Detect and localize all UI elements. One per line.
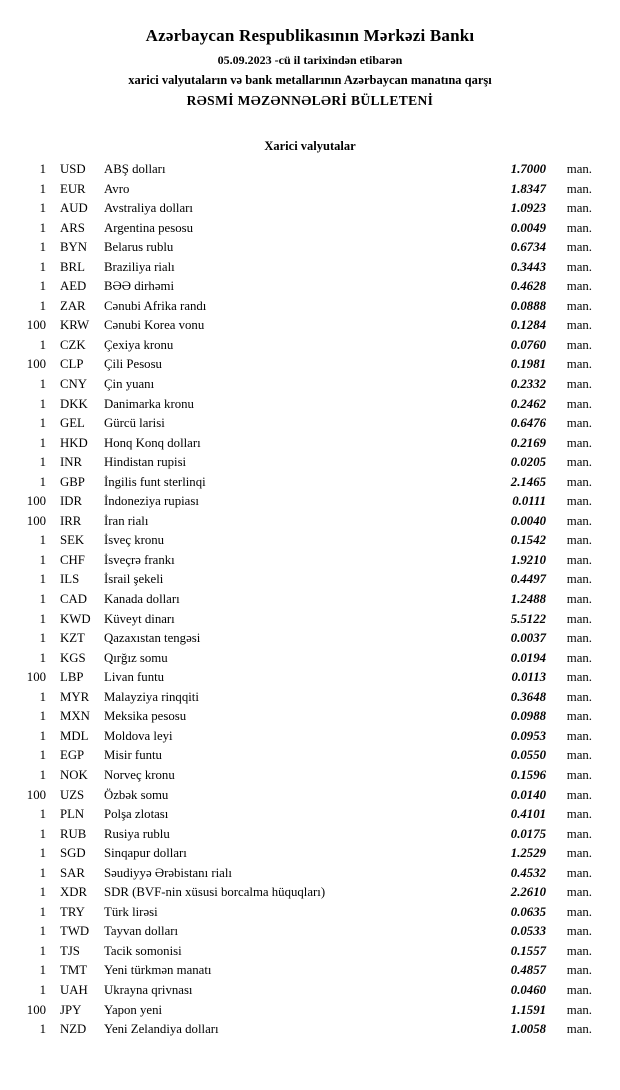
currency-code: EUR — [60, 181, 86, 196]
table-row — [16, 707, 592, 727]
currency-quantity: 1 — [39, 748, 46, 763]
currency-unit: man. — [566, 259, 592, 274]
currency-code: TJS — [60, 943, 80, 958]
document-header — [0, 26, 620, 109]
section-title-foreign-currencies: Xarici valyutalar — [264, 139, 356, 153]
currency-name: Cənubi Korea vonu — [104, 318, 205, 333]
currency-name: İndoneziya rupiası — [104, 494, 199, 509]
currency-rate: 0.4857 — [510, 963, 546, 978]
currency-unit: man. — [566, 611, 592, 626]
currency-rate: 0.6734 — [510, 240, 546, 255]
currency-rate: 0.0049 — [510, 220, 546, 235]
currency-quantity: 1 — [39, 416, 46, 431]
currency-unit: man. — [566, 826, 592, 841]
currency-name: Yeni Zelandiya dolları — [104, 1022, 219, 1037]
currency-name: Küveyt dinarı — [104, 611, 175, 626]
currency-quantity: 1 — [39, 826, 46, 841]
currency-name: Gürcü larisi — [104, 416, 165, 431]
currency-quantity: 1 — [39, 807, 46, 822]
currency-name: İsveç kronu — [104, 533, 165, 548]
currency-rate: 0.0113 — [511, 670, 546, 685]
currency-rate: 0.0175 — [510, 826, 546, 841]
currency-unit: man. — [566, 943, 592, 958]
currency-unit: man. — [566, 396, 592, 411]
currency-unit: man. — [566, 337, 592, 352]
currency-code: SGD — [60, 846, 86, 861]
currency-code: SAR — [60, 865, 85, 880]
currency-quantity: 1 — [39, 396, 46, 411]
currency-name: Misir funtu — [104, 748, 162, 763]
currency-unit: man. — [566, 181, 592, 196]
currency-name: Avro — [104, 181, 130, 196]
currency-code: CNY — [60, 377, 88, 392]
currency-rate: 0.0140 — [510, 787, 546, 802]
currency-rate: 0.0760 — [510, 337, 546, 352]
currency-quantity: 1 — [39, 943, 46, 958]
table-row — [16, 746, 592, 766]
currency-unit: man. — [566, 865, 592, 880]
currency-quantity: 1 — [39, 474, 46, 489]
currency-unit: man. — [566, 807, 592, 822]
currency-quantity: 100 — [26, 787, 46, 802]
currency-quantity: 1 — [39, 924, 46, 939]
currency-code: TWD — [60, 924, 90, 939]
currency-name: İsveçrə frankı — [104, 552, 175, 567]
currency-unit: man. — [566, 552, 592, 567]
table-row — [16, 961, 592, 981]
currency-unit: man. — [566, 631, 592, 646]
currency-quantity: 1 — [39, 552, 46, 567]
table-row — [16, 492, 592, 512]
table-row — [16, 883, 592, 903]
table-row — [16, 238, 592, 258]
table-row — [16, 375, 592, 395]
currency-rate: 0.2462 — [510, 396, 546, 411]
currency-name: İngilis funt sterlinqi — [104, 474, 206, 489]
currency-name: İsrail şekeli — [104, 572, 164, 587]
currency-code: GEL — [60, 416, 85, 431]
currency-name: Ukrayna qrivnası — [104, 982, 193, 997]
currency-name: Argentina pesosu — [104, 220, 193, 235]
currency-rate: 0.1557 — [510, 943, 546, 958]
currency-rate: 0.4628 — [510, 279, 546, 294]
currency-rate: 0.2332 — [510, 377, 546, 392]
currency-name: Hindistan rupisi — [104, 455, 187, 470]
table-row — [16, 297, 592, 317]
currency-unit: man. — [566, 240, 592, 255]
currency-rate: 0.1981 — [510, 357, 546, 372]
currency-unit: man. — [566, 318, 592, 333]
currency-name: Yeni türkmən manatı — [104, 963, 212, 978]
table-row — [16, 414, 592, 434]
currency-code: TMT — [60, 963, 88, 978]
currency-name: Tacik somonisi — [104, 943, 182, 958]
currency-unit: man. — [566, 904, 592, 919]
currency-unit: man. — [566, 357, 592, 372]
currency-name: Cənubi Afrika randı — [104, 298, 207, 313]
currency-quantity: 1 — [39, 885, 46, 900]
currency-rate: 0.0988 — [510, 709, 546, 724]
table-row — [16, 864, 592, 884]
currency-quantity: 1 — [39, 650, 46, 665]
currency-unit: man. — [566, 162, 592, 176]
table-row — [16, 434, 592, 454]
currency-rate: 0.0635 — [510, 904, 546, 919]
currency-unit: man. — [566, 982, 592, 997]
table-row — [16, 180, 592, 200]
currency-quantity: 1 — [39, 337, 46, 352]
currency-code: AED — [60, 279, 87, 294]
currency-quantity: 1 — [39, 904, 46, 919]
currency-name: Qazaxıstan tengəsi — [104, 631, 201, 646]
table-row — [16, 825, 592, 845]
currency-code: MDL — [60, 728, 89, 743]
currency-rate: 0.1284 — [510, 318, 546, 333]
document-subtitle: xarici valyutaların və bank metallarının Azərbaycan manatına qarşı — [128, 73, 492, 87]
table-row — [16, 258, 592, 278]
currency-rate: 0.4497 — [510, 572, 546, 587]
currency-name: SDR (BVF-nin xüsusi borcalma hüquqları) — [104, 885, 326, 900]
currency-code: UZS — [60, 787, 85, 802]
currency-unit: man. — [566, 474, 592, 489]
table-row — [16, 1020, 592, 1040]
currency-quantity: 1 — [39, 298, 46, 313]
currency-rate: 0.0040 — [510, 513, 546, 528]
currency-code: ILS — [60, 572, 80, 587]
currency-code: DKK — [60, 396, 88, 411]
currency-quantity: 1 — [39, 455, 46, 470]
currency-code: RUB — [60, 826, 87, 841]
currency-name: Səudiyyə Ərəbistanı rialı — [104, 865, 232, 880]
currency-code: ARS — [60, 220, 85, 235]
currency-code: KRW — [60, 318, 90, 333]
currency-unit: man. — [566, 670, 592, 685]
currency-code: CAD — [60, 592, 88, 607]
table-row — [16, 219, 592, 239]
table-row — [16, 1001, 592, 1021]
currency-code: KWD — [60, 611, 91, 626]
currency-unit: man. — [566, 689, 592, 704]
currency-quantity: 1 — [39, 533, 46, 548]
table-row — [16, 336, 592, 356]
currency-code: IRR — [60, 513, 82, 528]
currency-unit: man. — [566, 435, 592, 450]
currency-rate: 1.0923 — [510, 201, 546, 216]
currency-rate: 0.1542 — [510, 533, 546, 548]
currency-code: HKD — [60, 435, 88, 450]
currency-rate: 0.0953 — [510, 728, 546, 743]
currency-name: Malayziya rinqqiti — [104, 689, 199, 704]
table-row — [16, 512, 592, 532]
table-row — [16, 844, 592, 864]
currency-code: MYR — [60, 689, 90, 704]
currency-quantity: 100 — [26, 318, 46, 333]
currency-quantity: 1 — [39, 728, 46, 743]
currency-unit: man. — [566, 513, 592, 528]
currency-name: Norveç kronu — [104, 767, 175, 782]
currency-name: Qırğız somu — [104, 650, 168, 665]
currency-quantity: 100 — [26, 1002, 46, 1017]
currency-unit: man. — [566, 846, 592, 861]
table-row — [16, 551, 592, 571]
currency-unit: man. — [566, 748, 592, 763]
currency-rate: 0.0550 — [510, 748, 546, 763]
currency-unit: man. — [566, 416, 592, 431]
currency-code: CHF — [60, 552, 85, 567]
currency-quantity: 1 — [39, 865, 46, 880]
currency-quantity: 100 — [26, 357, 46, 372]
currency-rate: 1.7000 — [510, 162, 546, 176]
table-row — [16, 277, 592, 297]
currency-unit: man. — [566, 572, 592, 587]
currency-unit: man. — [566, 298, 592, 313]
currency-rate: 1.1591 — [510, 1002, 546, 1017]
currency-name: Çin yuanı — [104, 377, 155, 392]
currency-rate: 0.0205 — [510, 455, 546, 470]
currency-code: LBP — [60, 670, 84, 685]
currency-quantity: 1 — [39, 259, 46, 274]
currency-code: EGP — [60, 748, 85, 763]
currency-name: Braziliya rialı — [104, 259, 175, 274]
currency-rate: 2.1465 — [510, 474, 546, 489]
currency-quantity: 1 — [39, 846, 46, 861]
currency-unit: man. — [566, 924, 592, 939]
currency-rate: 0.4101 — [510, 807, 546, 822]
currency-rate: 0.0037 — [510, 631, 546, 646]
currency-code: NZD — [60, 1022, 87, 1037]
currency-name: Meksika pesosu — [104, 709, 187, 724]
table-row — [16, 395, 592, 415]
currency-code: CZK — [60, 337, 86, 352]
currency-name: Yapon yeni — [104, 1002, 163, 1017]
currency-rate: 0.0888 — [510, 298, 546, 313]
currency-quantity: 1 — [39, 181, 46, 196]
currency-name: Honq Konq dolları — [104, 435, 201, 450]
currency-quantity: 1 — [39, 435, 46, 450]
currency-unit: man. — [566, 494, 592, 509]
currency-quantity: 1 — [39, 162, 46, 176]
currency-quantity: 100 — [26, 513, 46, 528]
currency-unit: man. — [566, 533, 592, 548]
currency-name: İran rialı — [104, 513, 149, 528]
currency-name: Polşa zlotası — [104, 807, 169, 822]
currency-rate: 0.3648 — [510, 689, 546, 704]
currency-rate: 1.0058 — [510, 1022, 546, 1037]
currency-name: BƏƏ dirhəmi — [104, 279, 175, 294]
currency-quantity: 1 — [39, 631, 46, 646]
currency-unit: man. — [566, 885, 592, 900]
currency-quantity: 1 — [39, 767, 46, 782]
table-row — [16, 316, 592, 336]
currency-name: Çili Pesosu — [104, 357, 162, 372]
currency-quantity: 1 — [39, 709, 46, 724]
table-row — [16, 199, 592, 219]
currency-name: Belarus rublu — [104, 240, 174, 255]
currency-unit: man. — [566, 709, 592, 724]
currency-code: AUD — [60, 201, 88, 216]
table-row — [16, 922, 592, 942]
currency-code: GBP — [60, 474, 85, 489]
table-row — [16, 903, 592, 923]
currency-code: INR — [60, 455, 83, 470]
currency-unit: man. — [566, 650, 592, 665]
currency-unit: man. — [566, 201, 592, 216]
currency-code: BYN — [60, 240, 88, 255]
currency-code: UAH — [60, 982, 88, 997]
currency-name: Sinqapur dolları — [104, 846, 187, 861]
currency-rate: 0.1596 — [510, 767, 546, 782]
table-row — [16, 610, 592, 630]
currency-unit: man. — [566, 728, 592, 743]
currency-quantity: 1 — [39, 377, 46, 392]
table-row — [16, 805, 592, 825]
currency-rate: 1.2529 — [510, 846, 546, 861]
currency-unit: man. — [566, 279, 592, 294]
currency-unit: man. — [566, 220, 592, 235]
table-row — [16, 473, 592, 493]
currency-code: TRY — [60, 904, 85, 919]
table-row — [16, 160, 592, 180]
table-row — [16, 570, 592, 590]
currency-quantity: 1 — [39, 982, 46, 997]
currency-quantity: 100 — [26, 670, 46, 685]
currency-quantity: 1 — [39, 240, 46, 255]
currency-quantity: 1 — [39, 220, 46, 235]
currency-unit: man. — [566, 455, 592, 470]
currency-code: ZAR — [60, 298, 86, 313]
currency-name: Danimarka kronu — [104, 396, 194, 411]
table-row — [16, 727, 592, 747]
currency-name: Kanada dolları — [104, 592, 180, 607]
currency-quantity: 1 — [39, 963, 46, 978]
currency-rate: 0.4532 — [510, 865, 546, 880]
currency-code: JPY — [60, 1002, 82, 1017]
currency-code: KGS — [60, 650, 86, 665]
table-row — [16, 531, 592, 551]
currency-unit: man. — [566, 787, 592, 802]
currency-rate: 1.2488 — [510, 592, 546, 607]
currency-name: Özbək somu — [104, 787, 169, 802]
currency-quantity: 1 — [39, 689, 46, 704]
currency-quantity: 1 — [39, 279, 46, 294]
currency-code: KZT — [60, 631, 85, 646]
currency-name: Avstraliya dolları — [104, 201, 193, 216]
bank-title: Azərbaycan Respublikasının Mərkəzi Bankı — [145, 26, 475, 45]
currency-quantity: 1 — [39, 201, 46, 216]
table-row — [16, 688, 592, 708]
currency-unit: man. — [566, 1002, 592, 1017]
currency-unit: man. — [566, 592, 592, 607]
currency-name: Livan funtu — [104, 670, 165, 685]
currency-rate: 0.3443 — [510, 259, 546, 274]
currency-code: NOK — [60, 767, 88, 782]
currency-code: SEK — [60, 533, 85, 548]
table-row — [16, 942, 592, 962]
currency-rate: 0.2169 — [510, 435, 546, 450]
currency-unit: man. — [566, 767, 592, 782]
effective-date-line: 05.09.2023 -cü il tarixindən etibarən — [217, 53, 403, 67]
currency-rate: 1.8347 — [510, 181, 546, 196]
currency-unit: man. — [566, 377, 592, 392]
currency-quantity: 1 — [39, 592, 46, 607]
rates-table — [0, 160, 620, 1040]
currency-code: CLP — [60, 357, 84, 372]
table-row — [16, 981, 592, 1001]
currency-code: PLN — [60, 807, 85, 822]
currency-code: MXN — [60, 709, 90, 724]
currency-name: Rusiya rublu — [104, 826, 170, 841]
currency-rate: 5.5122 — [510, 611, 546, 626]
currency-rate: 1.9210 — [510, 552, 546, 567]
table-row — [16, 668, 592, 688]
currency-rate: 0.0460 — [510, 982, 546, 997]
currency-code: BRL — [60, 259, 85, 274]
currency-name: Tayvan dolları — [104, 924, 179, 939]
table-row — [16, 766, 592, 786]
table-row — [16, 649, 592, 669]
currency-unit: man. — [566, 1022, 592, 1037]
currency-quantity: 1 — [39, 1022, 46, 1037]
currency-quantity: 1 — [39, 611, 46, 626]
currency-rate: 0.6476 — [510, 416, 546, 431]
table-row — [16, 355, 592, 375]
currency-quantity: 1 — [39, 572, 46, 587]
currency-code: USD — [60, 162, 86, 176]
table-row — [16, 590, 592, 610]
table-row — [16, 786, 592, 806]
currency-quantity: 100 — [26, 494, 46, 509]
table-row — [16, 453, 592, 473]
currency-name: Moldova leyi — [104, 728, 173, 743]
currency-code: IDR — [60, 494, 83, 509]
currency-rate: 0.0194 — [510, 650, 546, 665]
currency-name: ABŞ dolları — [104, 162, 166, 176]
currency-unit: man. — [566, 963, 592, 978]
currency-name: Çexiya kronu — [104, 337, 174, 352]
bulletin-title: RƏSMİ MƏZƏNNƏLƏRİ BÜLLETENİ — [186, 93, 434, 108]
currency-rate: 0.0533 — [510, 924, 546, 939]
currency-rate: 2.2610 — [510, 885, 546, 900]
currency-code: XDR — [60, 885, 88, 900]
table-row — [16, 629, 592, 649]
currency-rate: 0.0111 — [512, 494, 546, 509]
currency-name: Türk lirəsi — [104, 904, 158, 919]
